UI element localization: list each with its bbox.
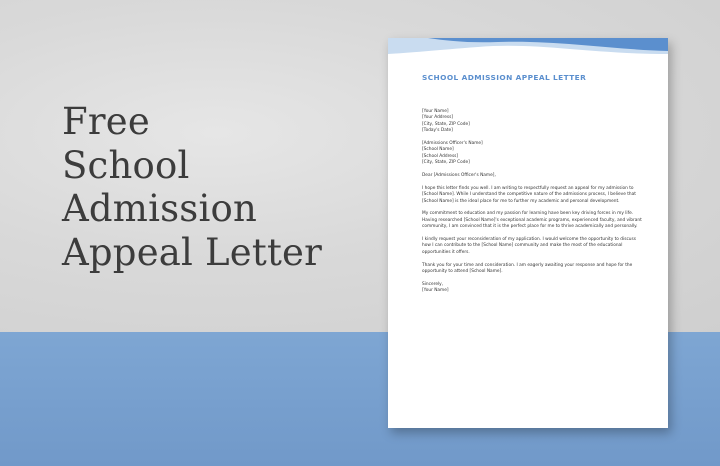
sender-line: [Today's Date] bbox=[422, 128, 453, 134]
letter-document bbox=[388, 38, 668, 428]
paragraph-text: Thank you for your time and consideration. I am eagerly awaiting your response and hope for the opportunity to attend [School Name]. bbox=[422, 262, 633, 275]
headline bbox=[62, 100, 322, 274]
recipient-line: [Admissions Officer's Name] bbox=[422, 141, 483, 147]
paragraph-text: I kindly request your reconsideration of my application. I would welcome the opportunity to discuss how I can contribute to the [School Name] community and make the most of the educational opportunities it offers. bbox=[422, 237, 637, 255]
body-paragraph bbox=[422, 211, 642, 230]
body-paragraph bbox=[422, 263, 642, 276]
document-title: SCHOOL ADMISSION APPEAL LETTER bbox=[422, 73, 587, 82]
closing-block bbox=[422, 282, 642, 295]
headline-line: Free bbox=[62, 100, 150, 143]
closing-text: Sincerely, bbox=[422, 281, 444, 287]
header-wave-decoration bbox=[388, 38, 668, 58]
recipient-block bbox=[422, 141, 642, 167]
paragraph-text: I hope this letter finds you well. I am writing to respectfully request an appeal for my admission to [School Name]. While I understand the competitive nature of the admissions process, I believe that [School Name] is the ideal place for me to further my academic and personal development. bbox=[422, 185, 636, 204]
signature-text: [Your Name] bbox=[422, 288, 449, 294]
recipient-line: [School Name] bbox=[422, 147, 454, 153]
body-paragraph bbox=[422, 186, 642, 205]
recipient-line: [City, State, ZIP Code] bbox=[422, 160, 470, 166]
headline-line: Appeal Letter bbox=[62, 230, 323, 274]
recipient-line: [School Address] bbox=[422, 153, 459, 159]
letter-body bbox=[422, 109, 642, 301]
sender-block bbox=[422, 109, 642, 135]
salutation-text: Dear [Admissions Officer's Name], bbox=[422, 173, 496, 179]
sender-line: [Your Address] bbox=[422, 115, 454, 121]
headline-line: School bbox=[62, 143, 190, 187]
sender-line: [City, State, ZIP Code] bbox=[422, 121, 470, 127]
sender-line: [Your Name] bbox=[422, 109, 449, 114]
headline-line: Admission bbox=[62, 187, 258, 230]
body-paragraph bbox=[422, 237, 642, 256]
paragraph-text: My commitment to education and my passion for learning have been key driving forces in my life. Having researched [School Name]'s exceptional academic programs, experienced faculty, and vibrant community, I am convinced that it is the perfect place for me to thrive academically and personally. bbox=[422, 211, 642, 230]
salutation bbox=[422, 173, 642, 179]
